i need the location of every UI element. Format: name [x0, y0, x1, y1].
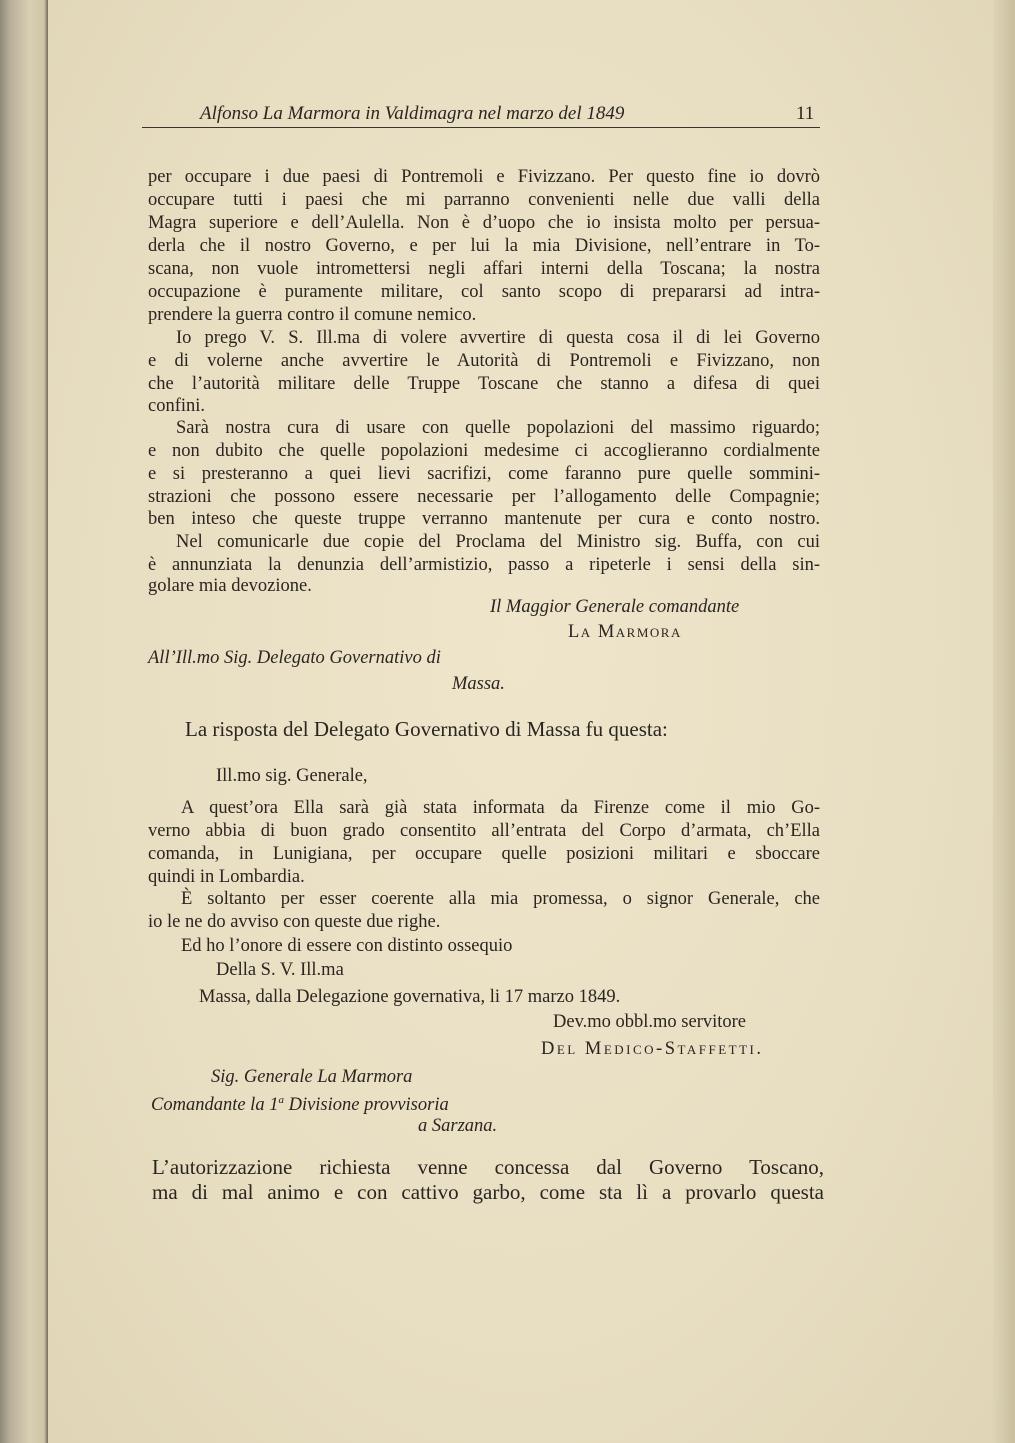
text-line: derla che il nostro Governo, e per lui la mia Divisione, nell’entrare in To-	[148, 236, 820, 256]
text-line: per occupare i due paesi di Pontremoli e Fivizzano. Per questo fine io dovrò	[148, 167, 820, 187]
text-line: confini.	[148, 396, 206, 416]
text-line: Io prego V. S. Ill.ma di volere avvertire di questa cosa il di lei Governo	[176, 328, 820, 348]
closing: Dev.mo obbl.mo servitore	[553, 1012, 747, 1032]
text-line: È soltanto per esser coerente alla mia promessa, o signor Generale, che	[181, 889, 820, 909]
text-line: golare mia devozione.	[148, 576, 312, 596]
date-line: Massa, dalla Delegazione governativa, li 17 marzo 1849.	[199, 987, 621, 1007]
addressee: Sig. Generale La Marmora	[211, 1067, 413, 1087]
signature-title: Il Maggior Generale comandante	[490, 597, 740, 617]
text-line: io le ne do avviso con queste due righe.	[148, 912, 441, 932]
superscript: a	[278, 1094, 284, 1106]
text-line: e di volerne anche avvertire le Autorità di Pontremoli e Fivizzano, non	[148, 351, 820, 371]
text-line: A quest’ora Ella sarà già stata informata da Firenze come il mio Go-	[181, 798, 820, 818]
text-line: occupazione è puramente militare, col santo scopo di prepararsi ad intra-	[148, 282, 820, 302]
addressee-part: Divisione provvisoria	[283, 1095, 449, 1116]
text-line: Della S. V. Ill.ma	[216, 960, 344, 980]
addressee: All’Ill.mo Sig. Delegato Governativo di	[148, 648, 441, 668]
text-line: scana, non vuole intromettersi negli affari interni della Toscana; la nostra	[148, 259, 820, 279]
text-line: ma di mal animo e con cattivo garbo, come sta lì a provarlo questa	[152, 1180, 824, 1204]
addressee	[151, 1089, 449, 1116]
addressee-part: Comandante la 1	[151, 1095, 279, 1116]
text-line: è annunziata la denunzia dell’armistizio, passo a ripeterle i sensi della sin-	[148, 555, 820, 575]
text-line: quindi in Lombardia.	[148, 867, 305, 887]
intro-line: La risposta del Delegato Governativo di Massa fu questa:	[185, 717, 668, 741]
signature-name: Del Medico-Staffetti.	[541, 1039, 764, 1059]
text-line: L’autorizzazione richiesta venne concessa dal Governo Toscano,	[152, 1155, 824, 1179]
text-line: Magra superiore e dell’Aulella. Non è d’uopo che io insista molto per persua-	[148, 213, 820, 233]
text-line: prendere la guerra contro il comune nemico.	[148, 305, 477, 325]
page-edge	[993, 0, 1015, 1443]
text-line: e si presteranno a quei lievi sacrifizi, come faranno pure quelle sommini-	[148, 464, 820, 484]
page-number: 11	[796, 103, 815, 124]
text-line: occupare tutti i paesi che mi parranno convenienti nelle due valli della	[148, 190, 820, 210]
text-line: ben inteso che queste truppe verranno mantenute per cura e conto nostro.	[148, 509, 820, 529]
running-title: Alfonso La Marmora in Valdimagra nel marzo del 1849	[200, 103, 625, 124]
text-line: verno abbia di buon grado consentito all’entrata del Corpo d’armata, ch’Ella	[148, 821, 820, 841]
addressee: a Sarzana.	[418, 1116, 498, 1136]
text-line: Sarà nostra cura di usare con quelle popolazioni del massimo riguardo;	[176, 418, 820, 438]
facing-page-edge	[0, 0, 48, 1443]
text-line: e non dubito che quelle popolazioni medesime ci accoglieranno cordialmente	[148, 441, 820, 461]
text-line: Nel comunicarle due copie del Proclama del Ministro sig. Buffa, con cui	[176, 532, 820, 552]
salutation: Ill.mo sig. Generale,	[216, 766, 368, 786]
text-line: che l’autorità militare delle Truppe Toscane che stanno a difesa di quei	[148, 374, 820, 394]
text-line: Ed ho l’onore di essere con distinto ossequio	[181, 936, 513, 956]
signature-name: La Marmora	[568, 622, 682, 642]
text-line: comanda, in Lunigiana, per occupare quelle posizioni militari e sboccare	[148, 844, 820, 864]
header-rule	[142, 127, 820, 128]
addressee: Massa.	[452, 674, 505, 694]
text-line: strazioni che possono essere necessarie per l’allogamento delle Compagnie;	[148, 487, 820, 507]
